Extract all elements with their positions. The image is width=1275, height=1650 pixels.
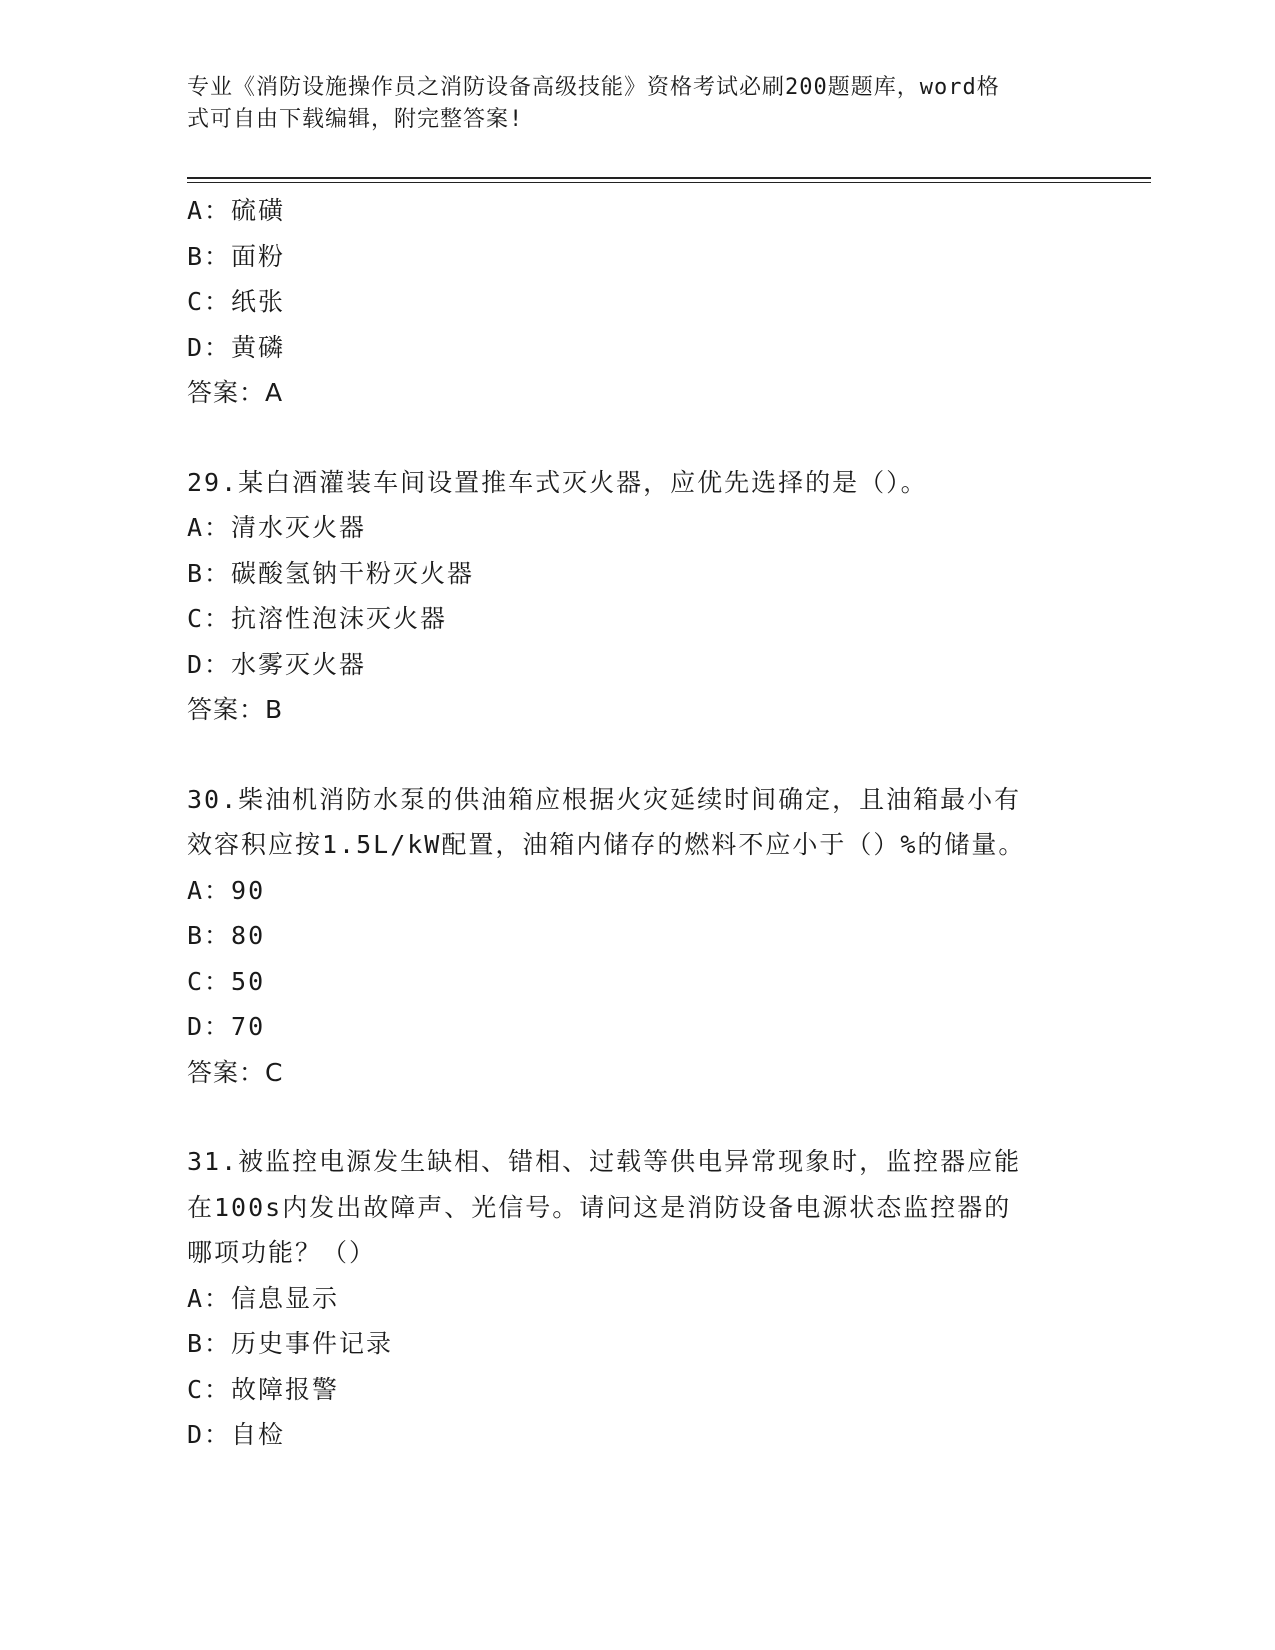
question-text-line-2: 在100s内发出故障声、光信号。请问这是消防设备电源状态监控器的	[187, 1192, 1012, 1222]
answer-text: 答案：A	[187, 378, 284, 407]
question-28	[187, 188, 1087, 416]
option-c: C：50	[187, 966, 266, 996]
option-d: D：70	[187, 1012, 266, 1041]
option-a: A：清水灭火器	[187, 513, 367, 542]
header-line-1: 专业《消防设施操作员之消防设备高级技能》资格考试必刷200题题库，word格	[187, 75, 1000, 100]
option-a: A：硫磺	[187, 196, 286, 225]
question-31	[187, 1139, 1087, 1458]
option-c: C：抗溶性泡沫灭火器	[187, 604, 448, 633]
header-line-2: 式可自由下载编辑，附完整答案!	[187, 107, 524, 132]
question-list	[187, 188, 1087, 1458]
question-29	[187, 460, 1087, 733]
option-b: B：80	[187, 921, 266, 950]
spacer	[187, 416, 1087, 460]
header-divider-thin	[187, 182, 1151, 183]
question-30	[187, 777, 1087, 1096]
option-b: B：历史事件记录	[187, 1329, 394, 1358]
option-b: B：面粉	[187, 241, 286, 271]
option-d: D：黄磷	[187, 332, 286, 362]
option-c: C：故障报警	[187, 1374, 340, 1404]
question-text: 29.某白酒灌装车间设置推车式灭火器，应优先选择的是（）。	[187, 467, 928, 497]
header-divider-thick	[187, 177, 1151, 179]
option-d: D：自检	[187, 1420, 286, 1449]
option-b: B：碳酸氢钠干粉灭火器	[187, 558, 475, 588]
answer-text: 答案：B	[187, 695, 284, 724]
question-text-line-3: 哪项功能？（）	[187, 1238, 377, 1267]
option-d: D：水雾灭火器	[187, 649, 367, 679]
question-text-line-1: 30.柴油机消防水泵的供油箱应根据火灾延续时间确定，且油箱最小有	[187, 784, 1022, 814]
option-a: A：信息显示	[187, 1283, 340, 1313]
answer-text: 答案：C	[187, 1057, 284, 1087]
question-text-line-2: 效容积应按1.5L/kW配置，油箱内储存的燃料不应小于（）%的储量。	[187, 830, 1026, 859]
option-a: A：90	[187, 875, 266, 905]
option-c: C：纸张	[187, 287, 286, 316]
spacer	[187, 1095, 1087, 1139]
document-header	[187, 72, 1067, 136]
spacer	[187, 733, 1087, 777]
question-text-line-1: 31.被监控电源发生缺相、错相、过载等供电异常现象时，监控器应能	[187, 1147, 1022, 1176]
